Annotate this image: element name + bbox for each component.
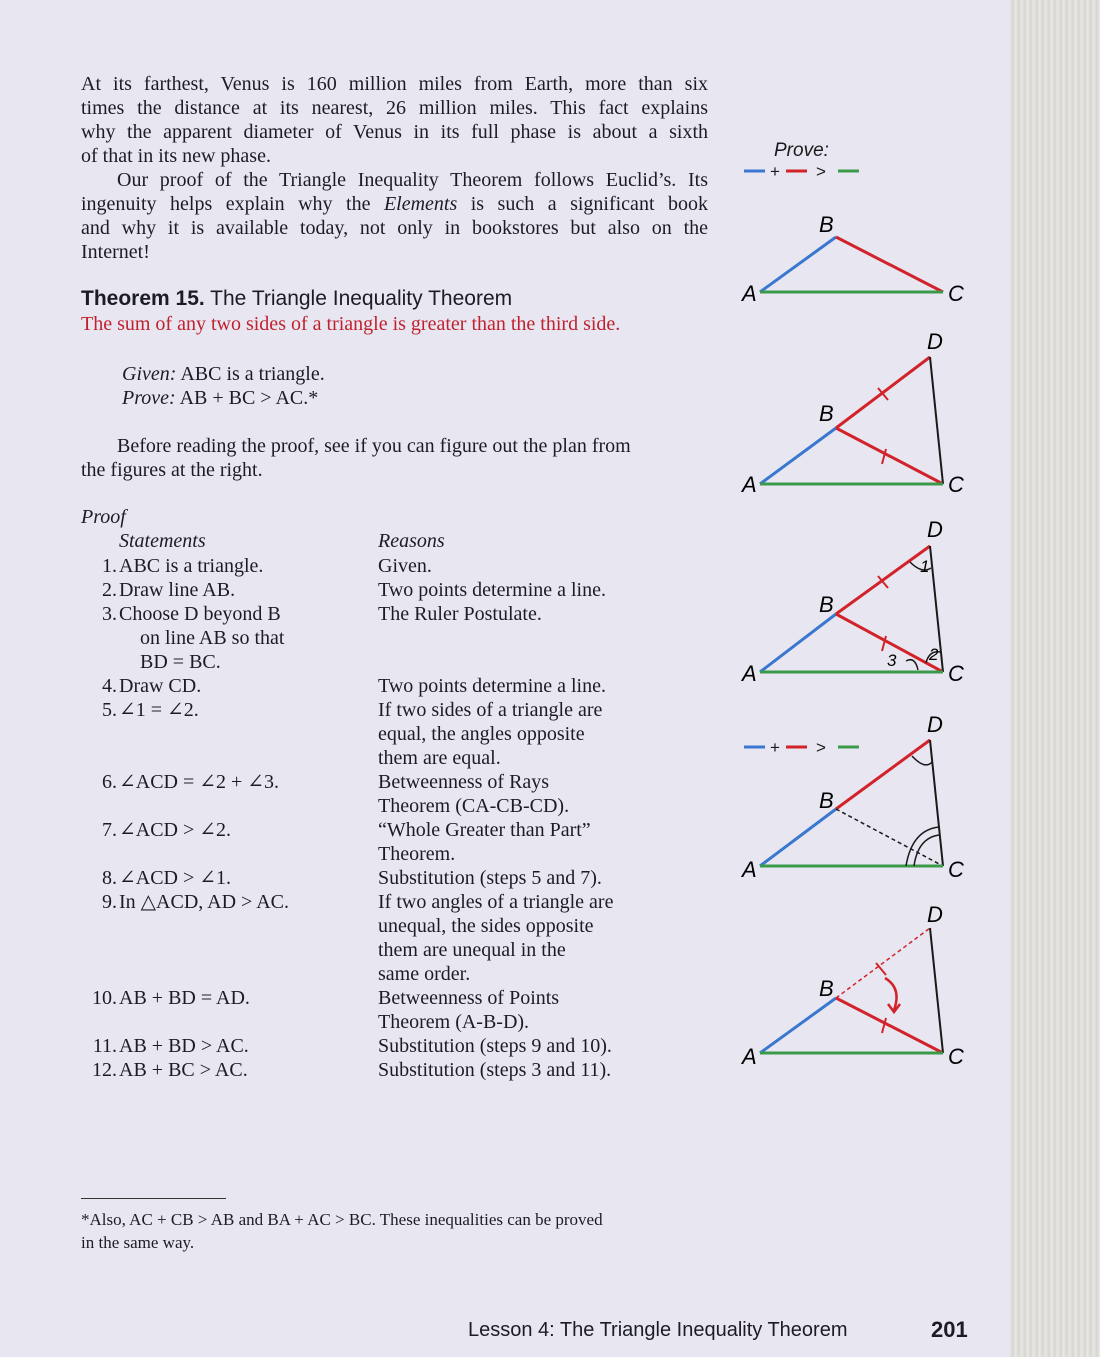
theorem-statement: The sum of any two sides of a triangle is greater than the third side. bbox=[81, 313, 621, 335]
legend-greater: > bbox=[816, 738, 826, 757]
step-number: 7. bbox=[102, 819, 117, 841]
statement-text: Draw line AB. bbox=[119, 579, 236, 601]
side-bd-dashed bbox=[836, 928, 930, 998]
legend-plus: + bbox=[770, 162, 780, 181]
figure-3-triangle bbox=[740, 517, 964, 686]
euclid-line-start: ingenuity helps explain why the bbox=[81, 193, 384, 215]
proof-reason: Substitution (steps 3 and 11). bbox=[378, 1059, 612, 1081]
point-d: D bbox=[927, 329, 943, 354]
figure-1-triangle bbox=[740, 212, 964, 306]
before-line: the figures at the right. bbox=[81, 459, 263, 481]
side-ab bbox=[760, 614, 836, 672]
step-number: 2. bbox=[102, 579, 117, 601]
point-a: A bbox=[742, 857, 757, 882]
running-footer-title: Lesson 4: The Triangle Inequality Theorem bbox=[468, 1319, 848, 1341]
proof-reason: Given. bbox=[378, 555, 432, 577]
side-cd bbox=[930, 357, 943, 484]
side-bc bbox=[836, 237, 943, 292]
proof-reason: Substitution (steps 9 and 10). bbox=[378, 1035, 612, 1057]
angle-acd-arc bbox=[906, 827, 939, 866]
step-number: 6. bbox=[102, 771, 117, 793]
legend-greater: > bbox=[816, 162, 826, 181]
proof-reason: Substitution (steps 5 and 7). bbox=[378, 867, 602, 889]
proof-reason: Betweenness of Points bbox=[378, 987, 560, 1009]
theorem-number: Theorem 15. bbox=[81, 287, 205, 310]
proof-reason: Theorem. bbox=[378, 843, 456, 865]
statement-text: ABC is a triangle. bbox=[119, 555, 264, 577]
side-ab bbox=[760, 809, 836, 866]
proof-reason: them are unequal in the bbox=[378, 939, 566, 961]
point-a: A bbox=[742, 281, 757, 306]
side-cd bbox=[930, 740, 943, 866]
side-bc-dashed bbox=[836, 809, 943, 866]
rotation-arrow-icon bbox=[885, 978, 897, 1010]
proof-reason: The Ruler Postulate. bbox=[378, 603, 542, 625]
prove-label: Prove: bbox=[122, 387, 176, 409]
angle-3-label: 3 bbox=[887, 651, 897, 670]
point-a: A bbox=[742, 1044, 757, 1069]
point-b: B bbox=[819, 212, 834, 237]
point-c: C bbox=[948, 1044, 964, 1069]
intro-line: times the distance at its nearest, 26 million miles. This fact explains bbox=[81, 97, 708, 119]
statement-text: In △ACD, AD > AC. bbox=[119, 891, 290, 913]
tick-mark bbox=[876, 963, 886, 975]
proof-statement: BD = BC. bbox=[140, 651, 221, 673]
point-a: A bbox=[742, 661, 757, 686]
point-c: C bbox=[948, 472, 964, 497]
proof-reason: Betweenness of Rays bbox=[378, 771, 550, 793]
point-b: B bbox=[819, 976, 834, 1001]
reasons-heading: Reasons bbox=[378, 530, 445, 552]
statement-text: ∠ACD = ∠2 + ∠3. bbox=[119, 771, 280, 793]
page-number: 201 bbox=[931, 1317, 968, 1342]
point-b: B bbox=[819, 592, 834, 617]
prove-symbol-legend bbox=[744, 162, 859, 181]
statement-text: Choose D beyond B bbox=[119, 603, 281, 625]
legend-plus: + bbox=[770, 738, 780, 757]
side-ab bbox=[760, 237, 836, 292]
figure-2-triangle bbox=[740, 329, 964, 497]
step-number: 3. bbox=[102, 603, 117, 625]
proof-reason: Two points determine a line. bbox=[378, 579, 606, 601]
point-a: A bbox=[742, 472, 757, 497]
footnote-line: in the same way. bbox=[81, 1233, 195, 1252]
point-d: D bbox=[927, 712, 943, 737]
side-ab bbox=[760, 428, 836, 484]
step-number: 10. bbox=[92, 987, 117, 1009]
euclid-line: and why it is available today, not only in bookstores but also on the bbox=[81, 217, 708, 239]
point-c: C bbox=[948, 661, 964, 686]
euclid-line: Internet! bbox=[81, 241, 150, 263]
step-number: 4. bbox=[102, 675, 117, 697]
footnote-line: *Also, AC + CB > AB and BA + AC > BC. These inequalities can be proved bbox=[81, 1210, 603, 1229]
proof-reason: them are equal. bbox=[378, 747, 501, 769]
figure-4-triangle bbox=[740, 712, 964, 882]
proof-reason: Theorem (CA-CB-CD). bbox=[378, 795, 570, 817]
statement-text: AB + BD > AC. bbox=[119, 1035, 249, 1057]
proof-reason: “Whole Greater than Part” bbox=[378, 819, 591, 841]
point-c: C bbox=[948, 281, 964, 306]
theorem-name: The Triangle Inequality Theorem bbox=[204, 287, 513, 310]
elements-title: Elements bbox=[383, 193, 458, 215]
step-number: 8. bbox=[102, 867, 117, 889]
point-d: D bbox=[927, 902, 943, 927]
point-c: C bbox=[948, 857, 964, 882]
given-label: Given: bbox=[122, 363, 177, 385]
angle-1-label: 1 bbox=[920, 557, 930, 576]
given-text: ABC is a triangle. bbox=[176, 363, 325, 385]
proof-reason: If two sides of a triangle are bbox=[378, 699, 603, 721]
side-ab bbox=[760, 998, 836, 1053]
intro-line: why the apparent diameter of Venus in its full phase is about a sixth bbox=[81, 121, 708, 143]
angle-2-label: 2 bbox=[929, 645, 939, 664]
point-b: B bbox=[819, 401, 834, 426]
proof-label: Proof bbox=[81, 506, 126, 528]
statement-text: AB + BD = AD. bbox=[119, 987, 250, 1009]
euclid-line: Our proof of the Triangle Inequality Theorem follows Euclid’s. Its bbox=[117, 169, 708, 191]
point-d: D bbox=[927, 517, 943, 542]
before-line: Before reading the proof, see if you can figure out the plan from bbox=[117, 435, 631, 457]
statement-text: Draw CD. bbox=[119, 675, 202, 697]
side-bd bbox=[836, 546, 930, 614]
angle-arc bbox=[912, 756, 932, 765]
statement-text: AB + BC > AC. bbox=[119, 1059, 248, 1081]
figure-prove-label: Prove: bbox=[774, 140, 829, 161]
statements-heading: Statements bbox=[119, 530, 206, 552]
side-cd bbox=[930, 928, 943, 1053]
step-number: 1. bbox=[102, 555, 117, 577]
proof-reason: Two points determine a line. bbox=[378, 675, 606, 697]
step-number: 11. bbox=[92, 1035, 117, 1057]
angle-3-arc bbox=[906, 660, 918, 670]
proof-reason: equal, the angles opposite bbox=[378, 723, 585, 745]
step-number: 12. bbox=[92, 1059, 117, 1081]
proof-reason: same order. bbox=[378, 963, 471, 985]
figure-5-triangle bbox=[740, 902, 964, 1069]
point-b: B bbox=[819, 788, 834, 813]
statement-text: ∠ACD > ∠1. bbox=[119, 867, 232, 889]
proof-reason: Theorem (A-B-D). bbox=[378, 1011, 530, 1033]
statement-text: ∠ACD > ∠2. bbox=[119, 819, 232, 841]
figure-4-legend bbox=[744, 738, 859, 757]
side-bc bbox=[836, 428, 943, 484]
intro-line: At its farthest, Venus is 160 million miles from Earth, more than six bbox=[81, 73, 708, 95]
proof-reason: unequal, the sides opposite bbox=[378, 915, 594, 937]
intro-line: of that in its new phase. bbox=[81, 145, 271, 167]
statement-text: ∠1 = ∠2. bbox=[119, 699, 199, 721]
proof-statement: on line AB so that bbox=[140, 627, 285, 649]
side-bd bbox=[836, 740, 930, 809]
step-number: 5. bbox=[102, 699, 117, 721]
proof-reason: If two angles of a triangle are bbox=[378, 891, 614, 913]
euclid-line-end: is such a significant book bbox=[457, 193, 708, 215]
prove-text: AB + BC > AC.* bbox=[175, 387, 319, 409]
step-number: 9. bbox=[102, 891, 117, 913]
tick-mark bbox=[882, 1018, 886, 1033]
